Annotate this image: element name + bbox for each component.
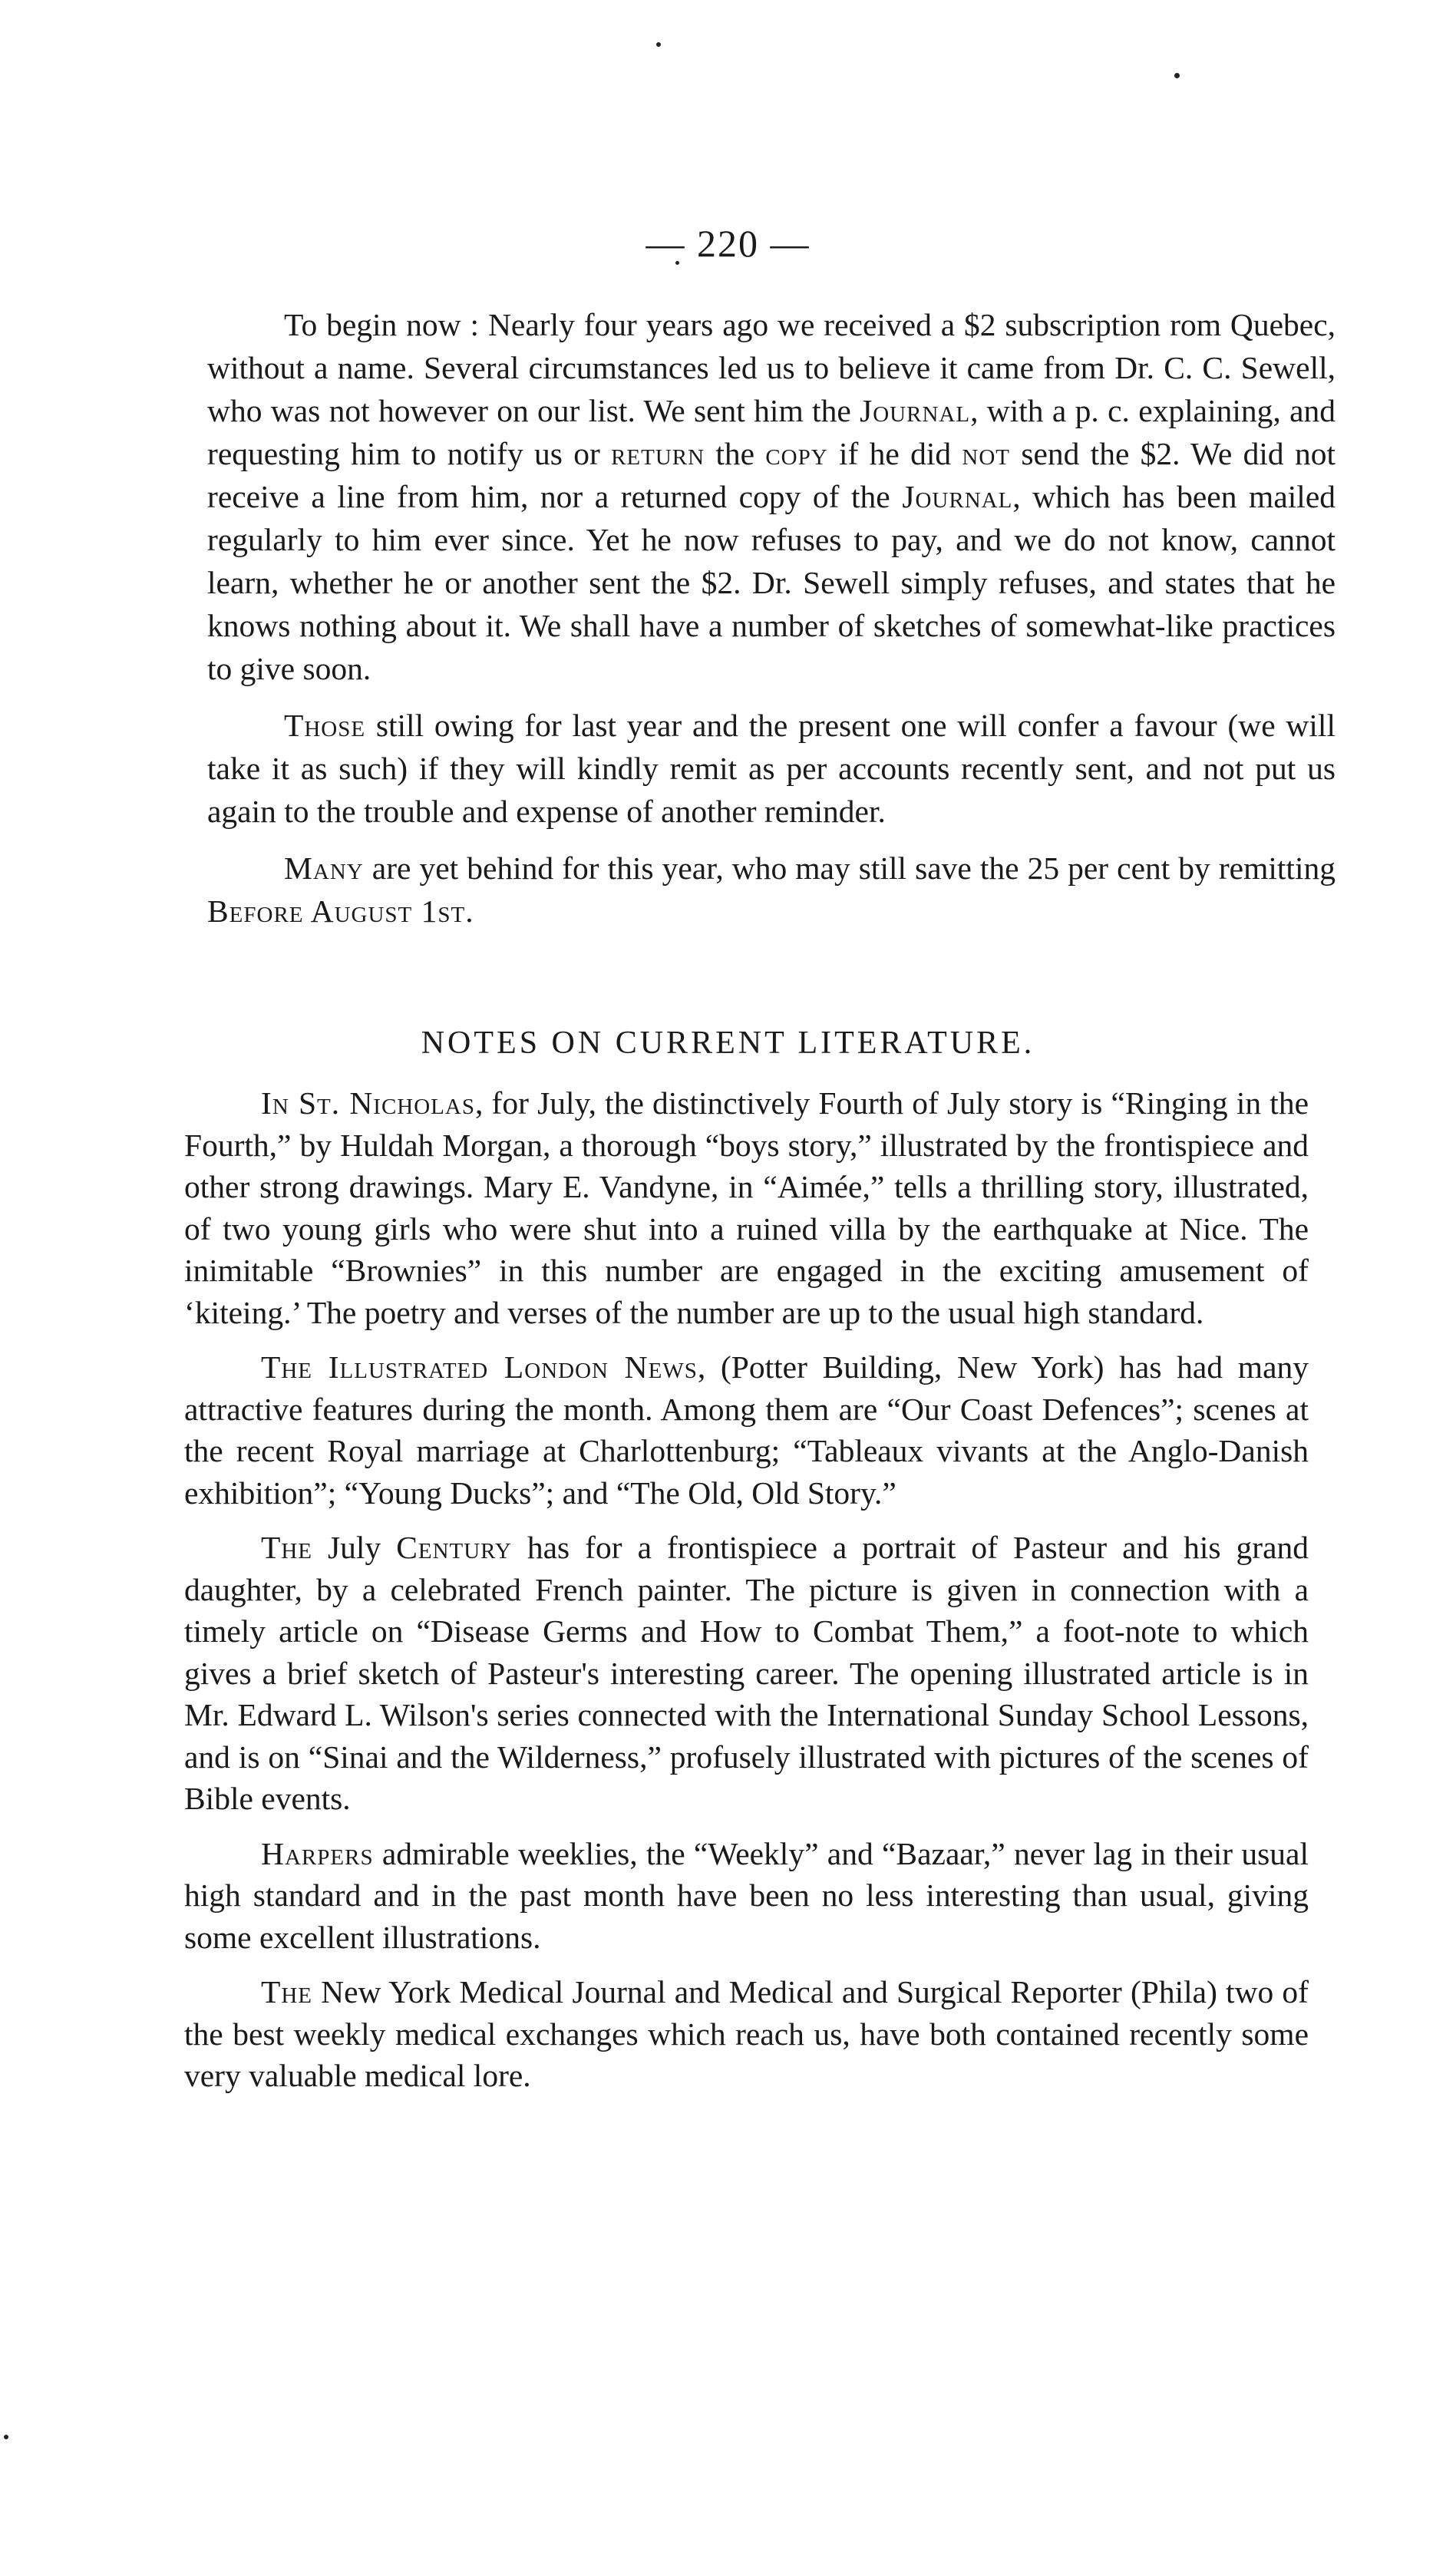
paragraph-text: admirable weeklies, the “Weekly” and “Bazaar,” never lag in their usual high standard and in the past month have been no less interesting than usual, giving some excellent illustrations. [184,1835,1309,1955]
paragraph-text: July [312,1530,397,1565]
note-paragraph [184,1527,1309,1820]
small-caps-text: Journal [902,479,1013,514]
small-caps-text: The [261,1974,313,2009]
notice-paragraph [207,847,1335,933]
small-caps-text: Before August 1st [207,893,466,929]
small-caps-text: The Illustrated London News [261,1349,698,1385]
notice-section [207,303,1335,946]
paragraph-text: New York Medical Journal and Medical and Surgical Reporter (Phila) two of the best weekly medical exchanges which reach us, have both contained recently some very valuable medical lore. [184,1974,1309,2093]
small-caps-text: The [261,1530,313,1565]
small-caps-text: return [611,436,705,471]
note-paragraph [184,1971,1309,2097]
small-caps-text: Those [284,708,366,743]
paragraph-text: , which has been mailed regularly to him ever since. Yet he now refuses to pay, and we do not know, cannot learn, whether he or another sent the $2. Dr. Sewell simply refuses, and states that he knows nothing about it. We shall have a number of sketches of somewhat-like practices to give soon. [207,479,1335,686]
paragraph-text: , (Potter Building, New York) has had many attractive features during the month. Among them are “Our Coast Defences”; scenes at the recent Royal marriage at Charlottenburg; “Tableaux vivants at the Anglo-Danish exhibition”; “Young Ducks”; and “The Old, Old Story.” [184,1349,1309,1511]
scan-speck [656,42,661,47]
page-number: — 220 — [645,222,811,265]
paragraph-text: . [465,893,474,929]
small-caps-text: not [962,436,1011,471]
paragraph-text: the [705,436,766,471]
note-paragraph [184,1833,1309,1959]
note-paragraph [184,1082,1309,1333]
notes-section [184,1082,1309,2110]
small-caps-text: Harpers [261,1835,374,1871]
scan-speck [1174,73,1180,78]
small-caps-text: Century [396,1530,512,1565]
small-caps-text: Journal [860,393,971,428]
paragraph-text: if he did [827,436,962,471]
paragraph-text: are yet behind for this year, who may still save the 25 per cent by remitting [363,850,1335,886]
paragraph-text: still owing for last year and the present one will confer a favour (we will take it as such) if they will kindly remit as per accounts recently sent, and not put us again to the trouble and expense of another reminder. [207,708,1335,829]
paragraph-text: To begin now : Nearly four years ago we received a $2 subscription rom Quebec, without a name. Several circumstances led us to believe it came from Dr. C. C. Sewell, who was not however on our list. We sent him the [207,307,1335,428]
notice-paragraph [207,303,1335,690]
small-caps-text: Many [284,850,364,886]
small-caps-text: copy [765,436,828,471]
note-paragraph [184,1346,1309,1514]
scan-speck [4,2435,8,2439]
paragraph-text: has for a frontispiece a portrait of Pasteur and his grand daughter, by a celebrated French painter. The picture is given in connection with a timely article on “Disease Germs and How to Combat Them,” a foot-note to which gives a brief sketch of Pasteur's interesting career. The opening illustrated article is in Mr. Edward L. Wilson's series connected with the International Sunday School Lessons, and is on “Sinai and the Wilderness,” profusely illustrated with pictures of the scenes of Bible events. [184,1530,1309,1816]
paragraph-text: , for July, the distinctively Fourth of July story is “Ringing in the Fourth,” by Huldah Morgan, a thorough “boys story,” illustrated by the frontispiece and other strong drawings. Mary E. Vandyne, in “Aimée,” tells a thrilling story, illustrated, of two young girls who were shut into a ruined villa by the earthquake at Nice. The inimitable “Brownies” in this number are engaged in the exciting amusement of ‘kiteing.’ The poetry and verses of the number are up to the usual high standard. [184,1085,1309,1330]
small-caps-text: In St. Nicholas [261,1085,475,1121]
paragraph-text: , with a p. c. explaining, and requesting him to notify us or [207,393,1336,471]
paragraph-text: send the $2. We did not receive a line from him, nor a returned copy of the [207,436,1335,514]
notice-paragraph [207,704,1335,833]
section-title: NOTES ON CURRENT LITERATURE. [421,1025,1035,1061]
